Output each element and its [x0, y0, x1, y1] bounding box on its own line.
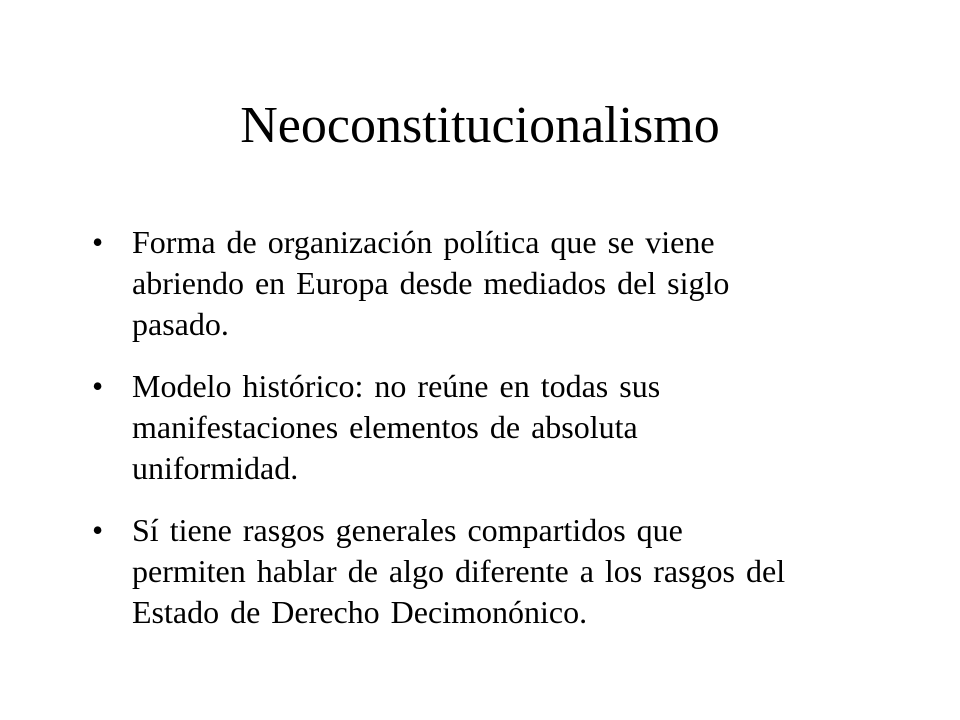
bullet-marker: • [92, 368, 104, 404]
bullet-item [92, 222, 892, 345]
bullet-line: pasado. [132, 306, 229, 342]
bullet-line: permiten hablar de algo diferente a los rasgos del [132, 553, 786, 589]
bullet-line: abriendo en Europa desde mediados del siglo [132, 265, 730, 301]
bullet-item [92, 510, 892, 633]
bullet-marker: • [92, 512, 104, 548]
bullet-line: uniformidad. [132, 450, 299, 486]
bullet-line: Estado de Derecho Decimonónico. [132, 594, 588, 630]
bullet-line: Forma de organización política que se viene [132, 224, 715, 260]
slide-title: Neoconstitucionalismo [240, 97, 720, 154]
bullet-line: Modelo histórico: no reúne en todas sus [132, 368, 661, 404]
bullet-line: Sí tiene rasgos generales compartidos que [132, 512, 683, 548]
bullet-line: manifestaciones elementos de absoluta [132, 409, 638, 445]
bullet-marker: • [92, 224, 104, 260]
bullet-list [92, 222, 892, 654]
bullet-item [92, 366, 892, 489]
